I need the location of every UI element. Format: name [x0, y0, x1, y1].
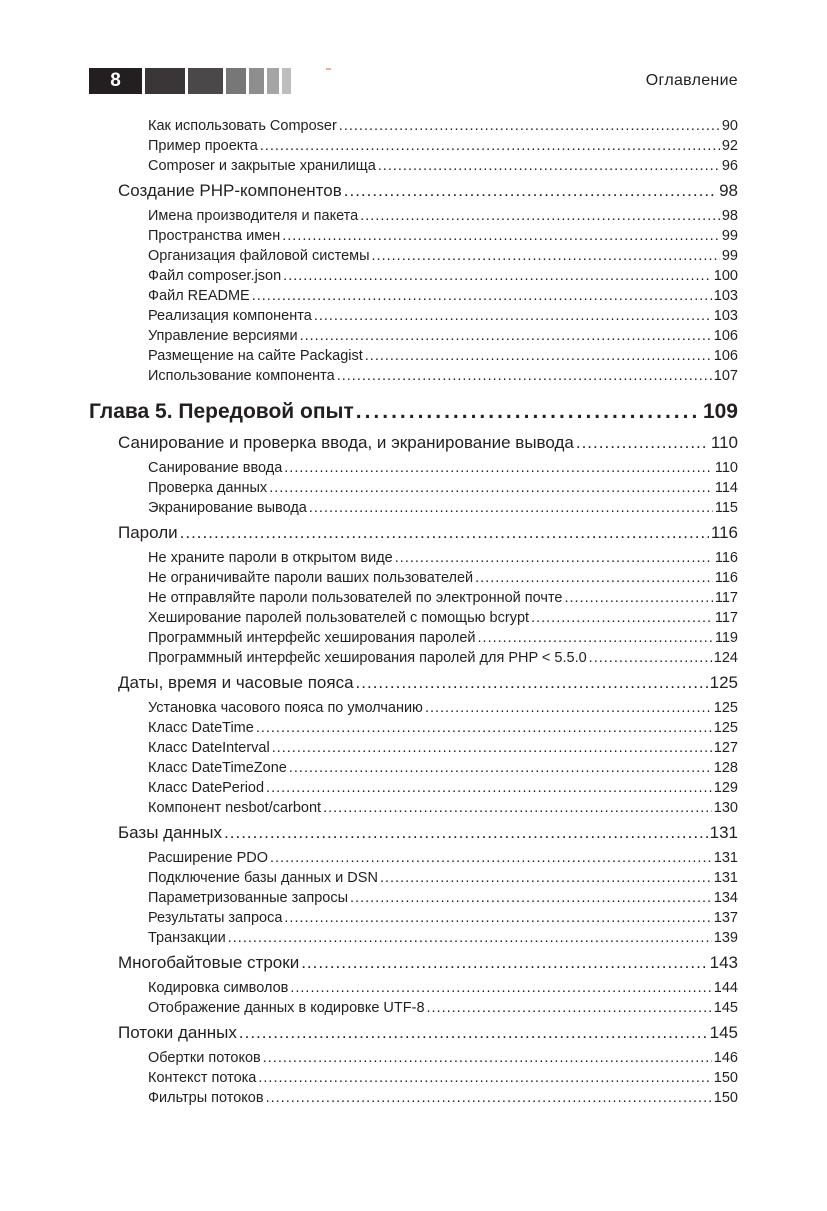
dot-leader	[350, 888, 712, 908]
dot-leader	[282, 226, 720, 246]
dot-leader	[380, 868, 712, 888]
toc-entry-page: 119	[714, 630, 738, 646]
dot-leader	[289, 758, 712, 778]
toc-entry-page: 103	[713, 308, 738, 324]
toc-subsection	[89, 798, 738, 818]
toc-entry-title: Параметризованные запросы	[148, 890, 349, 906]
dot-leader	[425, 698, 712, 718]
toc-subsection	[89, 868, 738, 888]
toc-entry-title: Не храните пароли в открытом виде	[148, 550, 393, 566]
toc-entry-title: Не ограничивайте пароли ваших пользователей	[148, 570, 474, 586]
toc-entry-title: Не отправляйте пароли пользователей по электронной почте	[148, 590, 563, 606]
toc-entry-page: 129	[713, 780, 738, 796]
toc-subsection	[89, 888, 738, 908]
toc-entry-page: 115	[714, 500, 738, 516]
toc-subsection	[89, 928, 738, 948]
dot-leader	[589, 648, 712, 668]
page-header-bar	[89, 68, 291, 94]
toc-entry-title: Программный интерфейс хеширования паролей	[148, 630, 476, 646]
dot-leader	[260, 136, 720, 156]
toc-subsection	[89, 156, 738, 176]
toc-entry-page: 98	[721, 208, 738, 224]
toc-subsection	[89, 698, 738, 718]
dot-leader	[360, 206, 720, 226]
toc-chapter	[89, 391, 738, 433]
toc-entry-title: Санирование и проверка ввода, и экранирование вывода	[118, 433, 574, 452]
toc-entry-title: Пример проекта	[148, 138, 258, 154]
toc-entry-page: 130	[713, 800, 738, 816]
toc-section	[89, 818, 738, 848]
toc-subsection	[89, 568, 738, 588]
toc-subsection	[89, 206, 738, 226]
toc-entry-title: Использование компонента	[148, 368, 335, 384]
toc-entry-title: Компонент nesbot/carbont	[148, 800, 322, 816]
toc-entry-page: 145	[709, 1023, 738, 1042]
toc-entry-page: 146	[713, 1050, 738, 1066]
toc-entry-page: 103	[713, 288, 738, 304]
toc-entry-page: 134	[713, 890, 738, 906]
header-decor-block	[249, 68, 264, 94]
toc-entry-page: 114	[714, 480, 738, 496]
toc-entry-title: Класс DateTime	[148, 720, 254, 736]
dot-leader	[239, 1018, 708, 1048]
toc-subsection	[89, 306, 738, 326]
running-title: Оглавление	[645, 72, 738, 89]
toc-entry-page: 116	[714, 550, 738, 566]
toc-subsection	[89, 548, 738, 568]
toc-entry-page: 131	[713, 850, 738, 866]
toc-subsection	[89, 226, 738, 246]
toc-entry-page: 145	[713, 1000, 738, 1016]
toc-entry-title: Установка часового пояса по умолчанию	[148, 700, 423, 716]
toc-entry-title: Фильтры потоков	[148, 1090, 264, 1106]
dot-leader	[283, 266, 712, 286]
toc-entry-title: Результаты запроса	[148, 910, 283, 926]
toc-entry-page: 117	[714, 610, 738, 626]
toc-entry-title: Многобайтовые строки	[118, 953, 300, 972]
toc-subsection	[89, 738, 738, 758]
toc-entry-title: Расширение PDO	[148, 850, 268, 866]
toc-entry-title: Даты, время и часовые пояса	[118, 673, 354, 692]
toc-entry-page: 139	[713, 930, 738, 946]
toc-entry-title: Composer и закрытые хранилища	[148, 158, 376, 174]
toc-entry-page: 99	[721, 248, 738, 264]
header-decor-block	[188, 68, 223, 94]
toc-entry-title: Экранирование вывода	[148, 500, 307, 516]
toc-subsection	[89, 346, 738, 366]
dot-leader	[395, 548, 713, 568]
toc-entry-title: Пароли	[118, 523, 178, 542]
toc-entry-title: Как использовать Composer	[148, 118, 337, 134]
toc-subsection	[89, 478, 738, 498]
toc-entry-page: 131	[709, 823, 738, 842]
toc-entry-title: Создание PHP-компонентов	[118, 181, 342, 200]
toc-section	[89, 668, 738, 698]
toc-entry-title: Проверка данных	[148, 480, 268, 496]
dot-leader	[290, 978, 711, 998]
dot-leader	[180, 518, 709, 548]
toc-entry-title: Контекст потока	[148, 1070, 257, 1086]
dot-leader	[266, 778, 712, 798]
header-decor-block	[145, 68, 185, 94]
dot-leader	[339, 116, 720, 136]
toc-entry-page: 137	[713, 910, 738, 926]
toc-section	[89, 428, 738, 458]
toc-subsection	[89, 326, 738, 346]
toc-entry-title: Файл composer.json	[148, 268, 282, 284]
toc-entry-page: 144	[713, 980, 738, 996]
toc-subsection	[89, 978, 738, 998]
toc-subsection	[89, 648, 738, 668]
toc-subsection	[89, 1048, 738, 1068]
print-mark	[326, 68, 331, 70]
toc-entry-title: Класс DatePeriod	[148, 780, 265, 796]
dot-leader	[356, 668, 708, 698]
toc-entry-title: Пространства имен	[148, 228, 281, 244]
toc-entry-title: Организация файловой системы	[148, 248, 370, 264]
dot-leader	[284, 908, 711, 928]
dot-leader	[224, 818, 708, 848]
dot-leader	[270, 848, 712, 868]
header-decor-block	[267, 68, 279, 94]
toc-subsection	[89, 116, 738, 136]
toc-entry-title: Программный интерфейс хеширования паролей для PHP < 5.5.0	[148, 650, 587, 666]
toc-section	[89, 176, 738, 206]
toc-entry-page: 150	[713, 1090, 738, 1106]
dot-leader	[323, 798, 712, 818]
toc-entry-page: 127	[713, 740, 738, 756]
dot-leader	[284, 458, 713, 478]
dot-leader	[378, 156, 720, 176]
toc-subsection	[89, 286, 738, 306]
toc-subsection	[89, 718, 738, 738]
toc-entry-title: Кодировка символов	[148, 980, 289, 996]
toc-entry-page: 116	[714, 570, 738, 586]
table-of-contents	[89, 116, 738, 1108]
toc-entry-title: Отображение данных в кодировке UTF-8	[148, 1000, 425, 1016]
dot-leader	[365, 346, 712, 366]
dot-leader	[272, 738, 712, 758]
toc-subsection	[89, 998, 738, 1018]
dot-leader	[356, 391, 701, 433]
toc-subsection	[89, 908, 738, 928]
dot-leader	[258, 1068, 711, 1088]
dot-leader	[478, 628, 713, 648]
toc-entry-title: Управление версиями	[148, 328, 298, 344]
toc-subsection	[89, 266, 738, 286]
toc-subsection	[89, 848, 738, 868]
dot-leader	[576, 428, 709, 458]
toc-entry-title: Потоки данных	[118, 1023, 237, 1042]
toc-entry-page: 125	[709, 673, 738, 692]
toc-entry-page: 128	[713, 760, 738, 776]
toc-subsection	[89, 136, 738, 156]
toc-entry-page: 131	[713, 870, 738, 886]
toc-entry-title: Базы данных	[118, 823, 223, 842]
header-decor-block	[282, 68, 291, 94]
dot-leader	[301, 948, 707, 978]
toc-subsection	[89, 246, 738, 266]
toc-entry-page: 124	[713, 650, 738, 666]
toc-entry-title: Глава 5. Передовой опыт	[89, 400, 354, 423]
toc-entry-title: Файл README	[148, 288, 250, 304]
toc-entry-page: 106	[713, 328, 738, 344]
toc-entry-page: 106	[713, 348, 738, 364]
toc-subsection	[89, 778, 738, 798]
toc-entry-title: Класс DateInterval	[148, 740, 270, 756]
toc-entry-page: 150	[713, 1070, 738, 1086]
toc-entry-page: 99	[721, 228, 738, 244]
dot-leader	[344, 176, 717, 206]
page-number: 8	[89, 68, 142, 94]
dot-leader	[263, 1048, 712, 1068]
toc-subsection	[89, 366, 738, 386]
toc-entry-page: 92	[721, 138, 738, 154]
toc-entry-title: Подключение базы данных и DSN	[148, 870, 378, 886]
toc-entry-page: 110	[710, 433, 738, 452]
toc-entry-page: 116	[710, 523, 738, 542]
dot-leader	[252, 286, 712, 306]
toc-entry-title: Класс DateTimeZone	[148, 760, 287, 776]
toc-entry-page: 143	[709, 953, 738, 972]
toc-subsection	[89, 1088, 738, 1108]
toc-subsection	[89, 628, 738, 648]
toc-entry-title: Транзакции	[148, 930, 226, 946]
dot-leader	[269, 478, 713, 498]
dot-leader	[475, 568, 713, 588]
toc-entry-page: 96	[721, 158, 738, 174]
toc-entry-title: Обертки потоков	[148, 1050, 261, 1066]
toc-section	[89, 1018, 738, 1048]
dot-leader	[309, 498, 713, 518]
dot-leader	[565, 588, 713, 608]
toc-entry-page: 98	[719, 181, 738, 200]
toc-entry-page: 125	[713, 700, 738, 716]
header-decor-block	[226, 68, 246, 94]
toc-section	[89, 518, 738, 548]
dot-leader	[266, 1088, 712, 1108]
toc-entry-title: Хеширование паролей пользователей с помощью bcrypt	[148, 610, 530, 626]
toc-entry-page: 107	[713, 368, 738, 384]
toc-entry-page: 117	[714, 590, 738, 606]
toc-entry-page: 100	[713, 268, 738, 284]
dot-leader	[300, 326, 712, 346]
toc-subsection	[89, 588, 738, 608]
toc-entry-page: 125	[713, 720, 738, 736]
dot-leader	[372, 246, 720, 266]
toc-entry-page: 90	[721, 118, 738, 134]
dot-leader	[256, 718, 712, 738]
dot-leader	[427, 998, 712, 1018]
dot-leader	[228, 928, 712, 948]
toc-entry-title: Размещение на сайте Packagist	[148, 348, 363, 364]
toc-subsection	[89, 608, 738, 628]
toc-entry-title: Реализация компонента	[148, 308, 312, 324]
dot-leader	[337, 366, 712, 386]
toc-entry-title: Имена производителя и пакета	[148, 208, 359, 224]
dot-leader	[531, 608, 713, 628]
toc-subsection	[89, 458, 738, 478]
toc-entry-page: 109	[702, 400, 738, 423]
dot-leader	[314, 306, 712, 326]
toc-subsection	[89, 1068, 738, 1088]
toc-entry-page: 110	[714, 460, 738, 476]
toc-subsection	[89, 498, 738, 518]
toc-section	[89, 948, 738, 978]
toc-entry-title: Санирование ввода	[148, 460, 283, 476]
toc-subsection	[89, 758, 738, 778]
